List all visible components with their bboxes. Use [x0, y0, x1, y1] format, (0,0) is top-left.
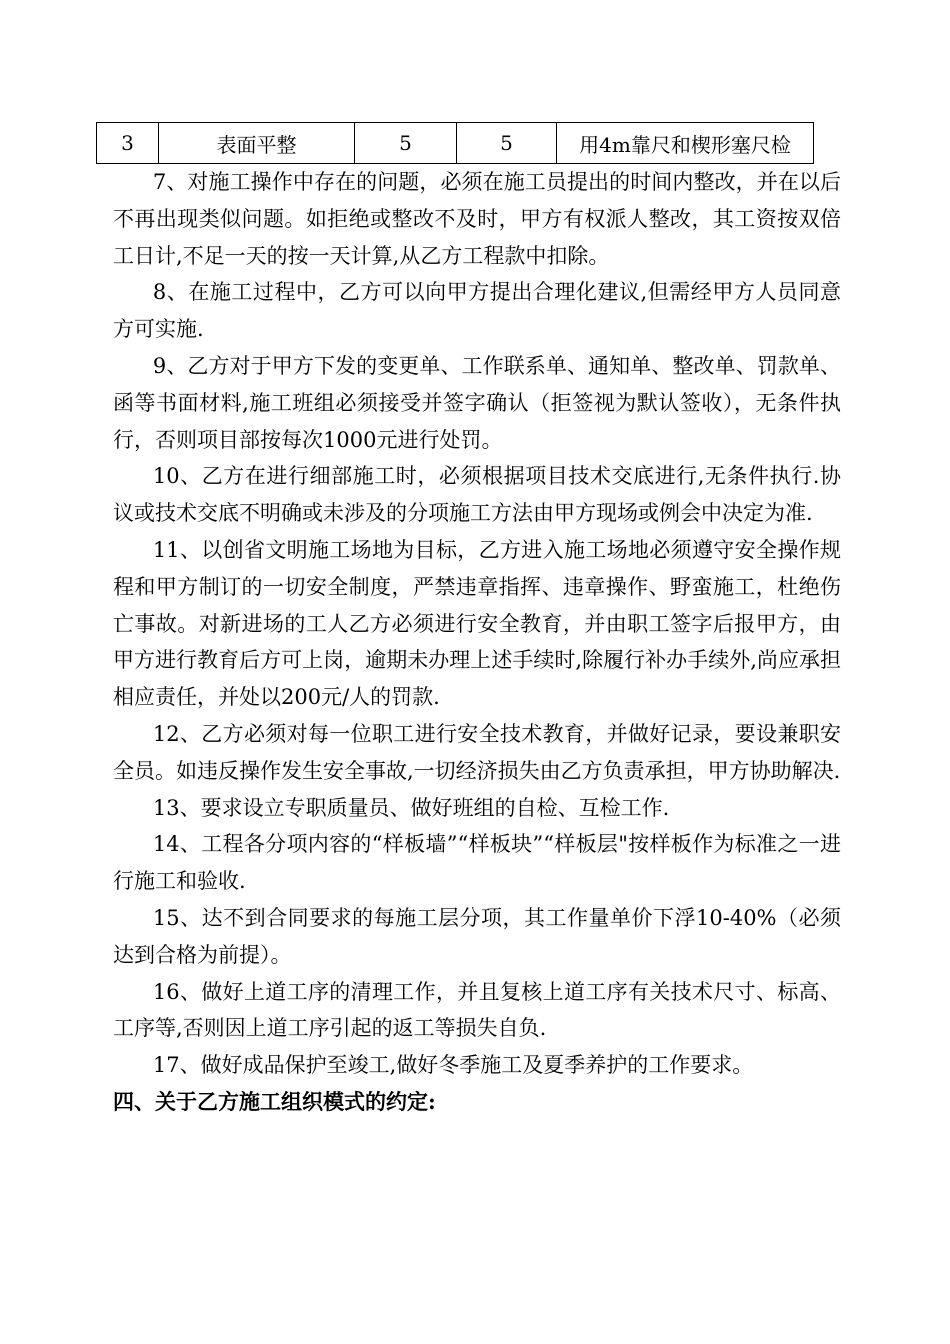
clause-13: 13、要求设立专职质量员、做好班组的自检、互检工作. — [152, 795, 670, 820]
section-heading: 四、关于乙方施工组织模式的约定: — [113, 1088, 436, 1114]
table-cell-no: 3 — [97, 123, 159, 164]
body-text — [113, 164, 841, 1121]
clause-15: 15、达不到合同要求的每施工层分项，其工作量单价下浮10-40%（必须达到合格为前提）。 — [113, 905, 841, 967]
table-cell-item: 表面平整 — [159, 123, 355, 164]
clause-11: 11、以创省文明施工场地为目标，乙方进入施工场地必须遵守安全操作规程和甲方制订的一切安全制度，严禁违章指挥、违章操作、野蛮施工，杜绝伤亡事故。对新进场的工人乙方必须进行安全教育，并由职工签字后报甲方，由甲方进行教育后方可上岗，逾期未办理上述手续时,除履行补办手续外,尚应承担相应责任，并处以200元/人的罚款. — [113, 537, 841, 710]
clause-16: 16、做好上道工序的清理工作，并且复核上道工序有关技术尺寸、标高、工序等,否则因上道工序引起的返工等损失自负. — [113, 979, 841, 1041]
clause-9: 9、乙方对于甲方下发的变更单、工作联系单、通知单、整改单、罚款单、函等书面材料,施工班组必须接受并签字确认（拒签视为默认签收），无条件执行，否则项目部按每次1000元进行处罚。 — [113, 353, 841, 452]
table-row — [97, 123, 814, 164]
clause-14: 14、工程各分项内容的“样板墙”“样板块”“样板层"按样板作为标准之一进行施工和验收. — [113, 832, 841, 894]
table-cell-value1: 5 — [355, 123, 457, 164]
table-cell-value2: 5 — [457, 123, 557, 164]
table-cell-method: 用4m靠尺和楔形塞尺检 — [557, 123, 814, 164]
clause-7: 7、对施工操作中存在的问题，必须在施工员提出的时间内整改，并在以后不再出现类似问题。如拒绝或整改不及时，甲方有权派人整改，其工资按双倍工日计,不足一天的按一天计算,从乙方工程款中扣除。 — [113, 170, 841, 268]
clause-17: 17、做好成品保护至竣工,做好冬季施工及夏季养护的工作要求。 — [152, 1053, 754, 1078]
standards-table — [96, 122, 814, 164]
clause-10: 10、乙方在进行细部施工时，必须根据项目技术交底进行,无条件执行.协议或技术交底不明确或未涉及的分项施工方法由甲方现场或例会中决定为准. — [113, 464, 841, 526]
clause-12: 12、乙方必须对每一位职工进行安全技术教育，并做好记录，要设兼职安全员。如违反操作发生安全事故,一切经济损失由乙方负责承担，甲方协助解决. — [113, 721, 841, 783]
clause-8: 8、在施工过程中，乙方可以向甲方提出合理化建议,但需经甲方人员同意方可实施. — [113, 280, 841, 342]
